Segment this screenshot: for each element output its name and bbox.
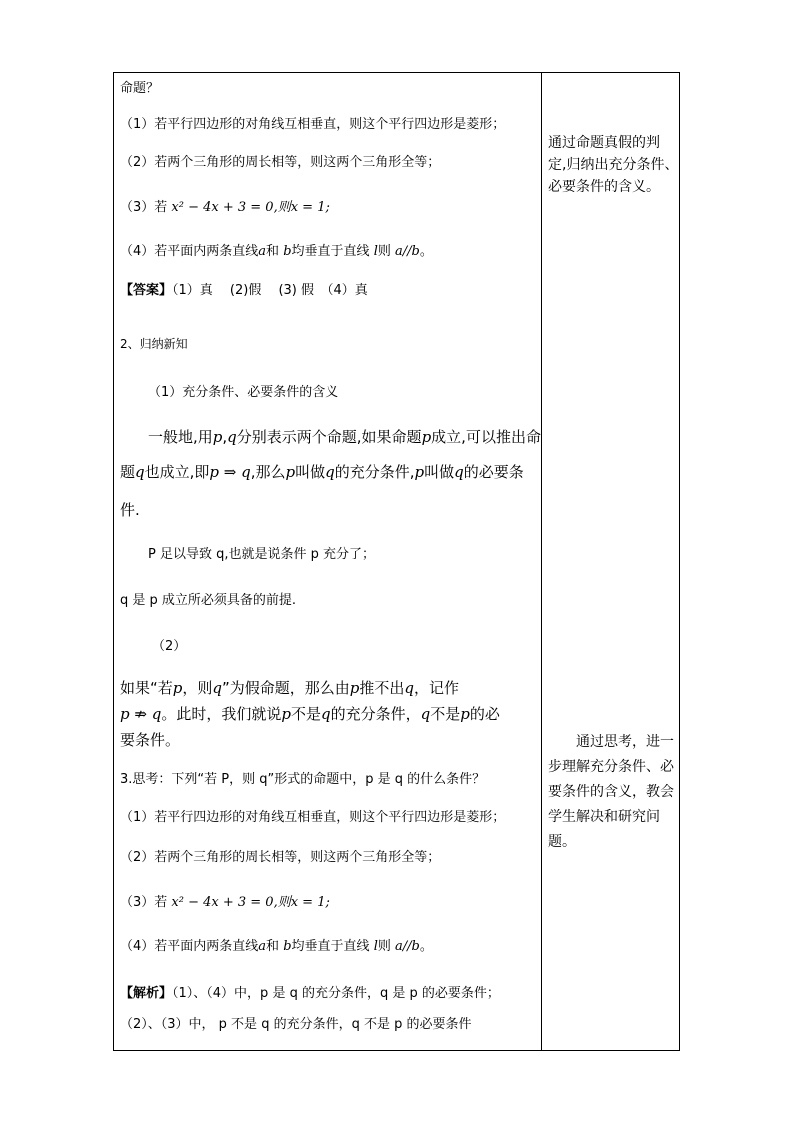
q1-item-1: （1）若平行四边形的对角线互相垂直，则这个平行四边形是菱形；: [120, 117, 506, 132]
definition-line-1: 一般地,用p,q分别表示两个命题,如果命题p成立,可以推出命: [148, 428, 541, 446]
teaching-note-2-line: 要条件的含义，教会: [548, 784, 674, 800]
q2-item-1: （1）若平行四边形的对角线互相垂直，则这个平行四边形是菱形；: [120, 810, 506, 825]
teaching-note-1-line: 定,归纳出充分条件、: [548, 157, 679, 173]
definition-line-2: 题q也成立,即p ⇒ q,那么p叫做q的充分条件,p叫做q的必要条: [120, 463, 524, 481]
p-sufficient-note: P 足以导致 q,也就是说条件 p 充分了；: [148, 547, 376, 562]
teaching-note-1-line: 通过命题真假的判: [548, 135, 660, 151]
q2-item-4: （4）若平面内两条直线a和 b均垂直于直线 l则 a//b。: [120, 939, 433, 954]
negation-line-2: p ⇏ q。此时，我们就说p不是q的充分条件，q不是p的必: [120, 705, 500, 723]
analysis-line-1: 【解析】（1）、（4）中，p 是 q 的充分条件，q 是 p 的必要条件；: [120, 986, 500, 1001]
teaching-note-2: [548, 730, 674, 855]
answer-label: 【答案】: [120, 283, 173, 298]
think-question: 3.思考：下列“若 P，则 q”形式的命题中，p 是 q 的什么条件？: [120, 772, 486, 787]
analysis-label: 【解析】: [120, 986, 173, 1001]
answer-line: 【答案】（1）真 (2)假 (3) 假 （4）真: [120, 283, 368, 298]
negation-line-1: 如果“若p，则q”为假命题，那么由p推不出q，记作: [120, 679, 460, 697]
teaching-note-2-line: 题。: [548, 834, 576, 850]
teaching-note-2-line: 步理解充分条件、必: [548, 759, 674, 775]
teaching-note-1-line: 必要条件的含义。: [548, 179, 660, 195]
analysis-line-2: （2）、（3）中， p 不是 q 的充分条件，q 不是 p 的必要条件: [120, 1017, 472, 1032]
q1-item-3: （3）若 x² − 4x + 3 = 0,则x = 1;: [120, 200, 330, 215]
teaching-note-1: [548, 132, 678, 198]
q1-item-2: （2）若两个三角形的周长相等，则这两个三角形全等；: [120, 155, 441, 170]
negation-line-3: 要条件。: [120, 731, 181, 749]
teaching-note-2-line: 通过思考，进一: [576, 734, 674, 750]
subsection-2-heading: （2）: [152, 639, 187, 654]
q2-item-3: （3）若 x² − 4x + 3 = 0,则x = 1;: [120, 895, 330, 910]
q1-item-4: （4）若平面内两条直线a和 b均垂直于直线 l则 a//b。: [120, 244, 433, 259]
lesson-table: [113, 72, 680, 1051]
definition-line-3: 件.: [120, 501, 140, 519]
subsection-1-heading: （1）充分条件、必要条件的含义: [148, 385, 339, 400]
q-necessary-note: q 是 p 成立所必须具备的前提.: [120, 593, 297, 608]
column-divider: [541, 73, 542, 1050]
line-continuation: 命题？: [120, 81, 160, 96]
teaching-note-2-line: 学生解决和研究问: [548, 809, 660, 825]
section-2-heading: 2、归纳新知: [120, 337, 188, 351]
q2-item-2: （2）若两个三角形的周长相等，则这两个三角形全等；: [120, 850, 441, 865]
